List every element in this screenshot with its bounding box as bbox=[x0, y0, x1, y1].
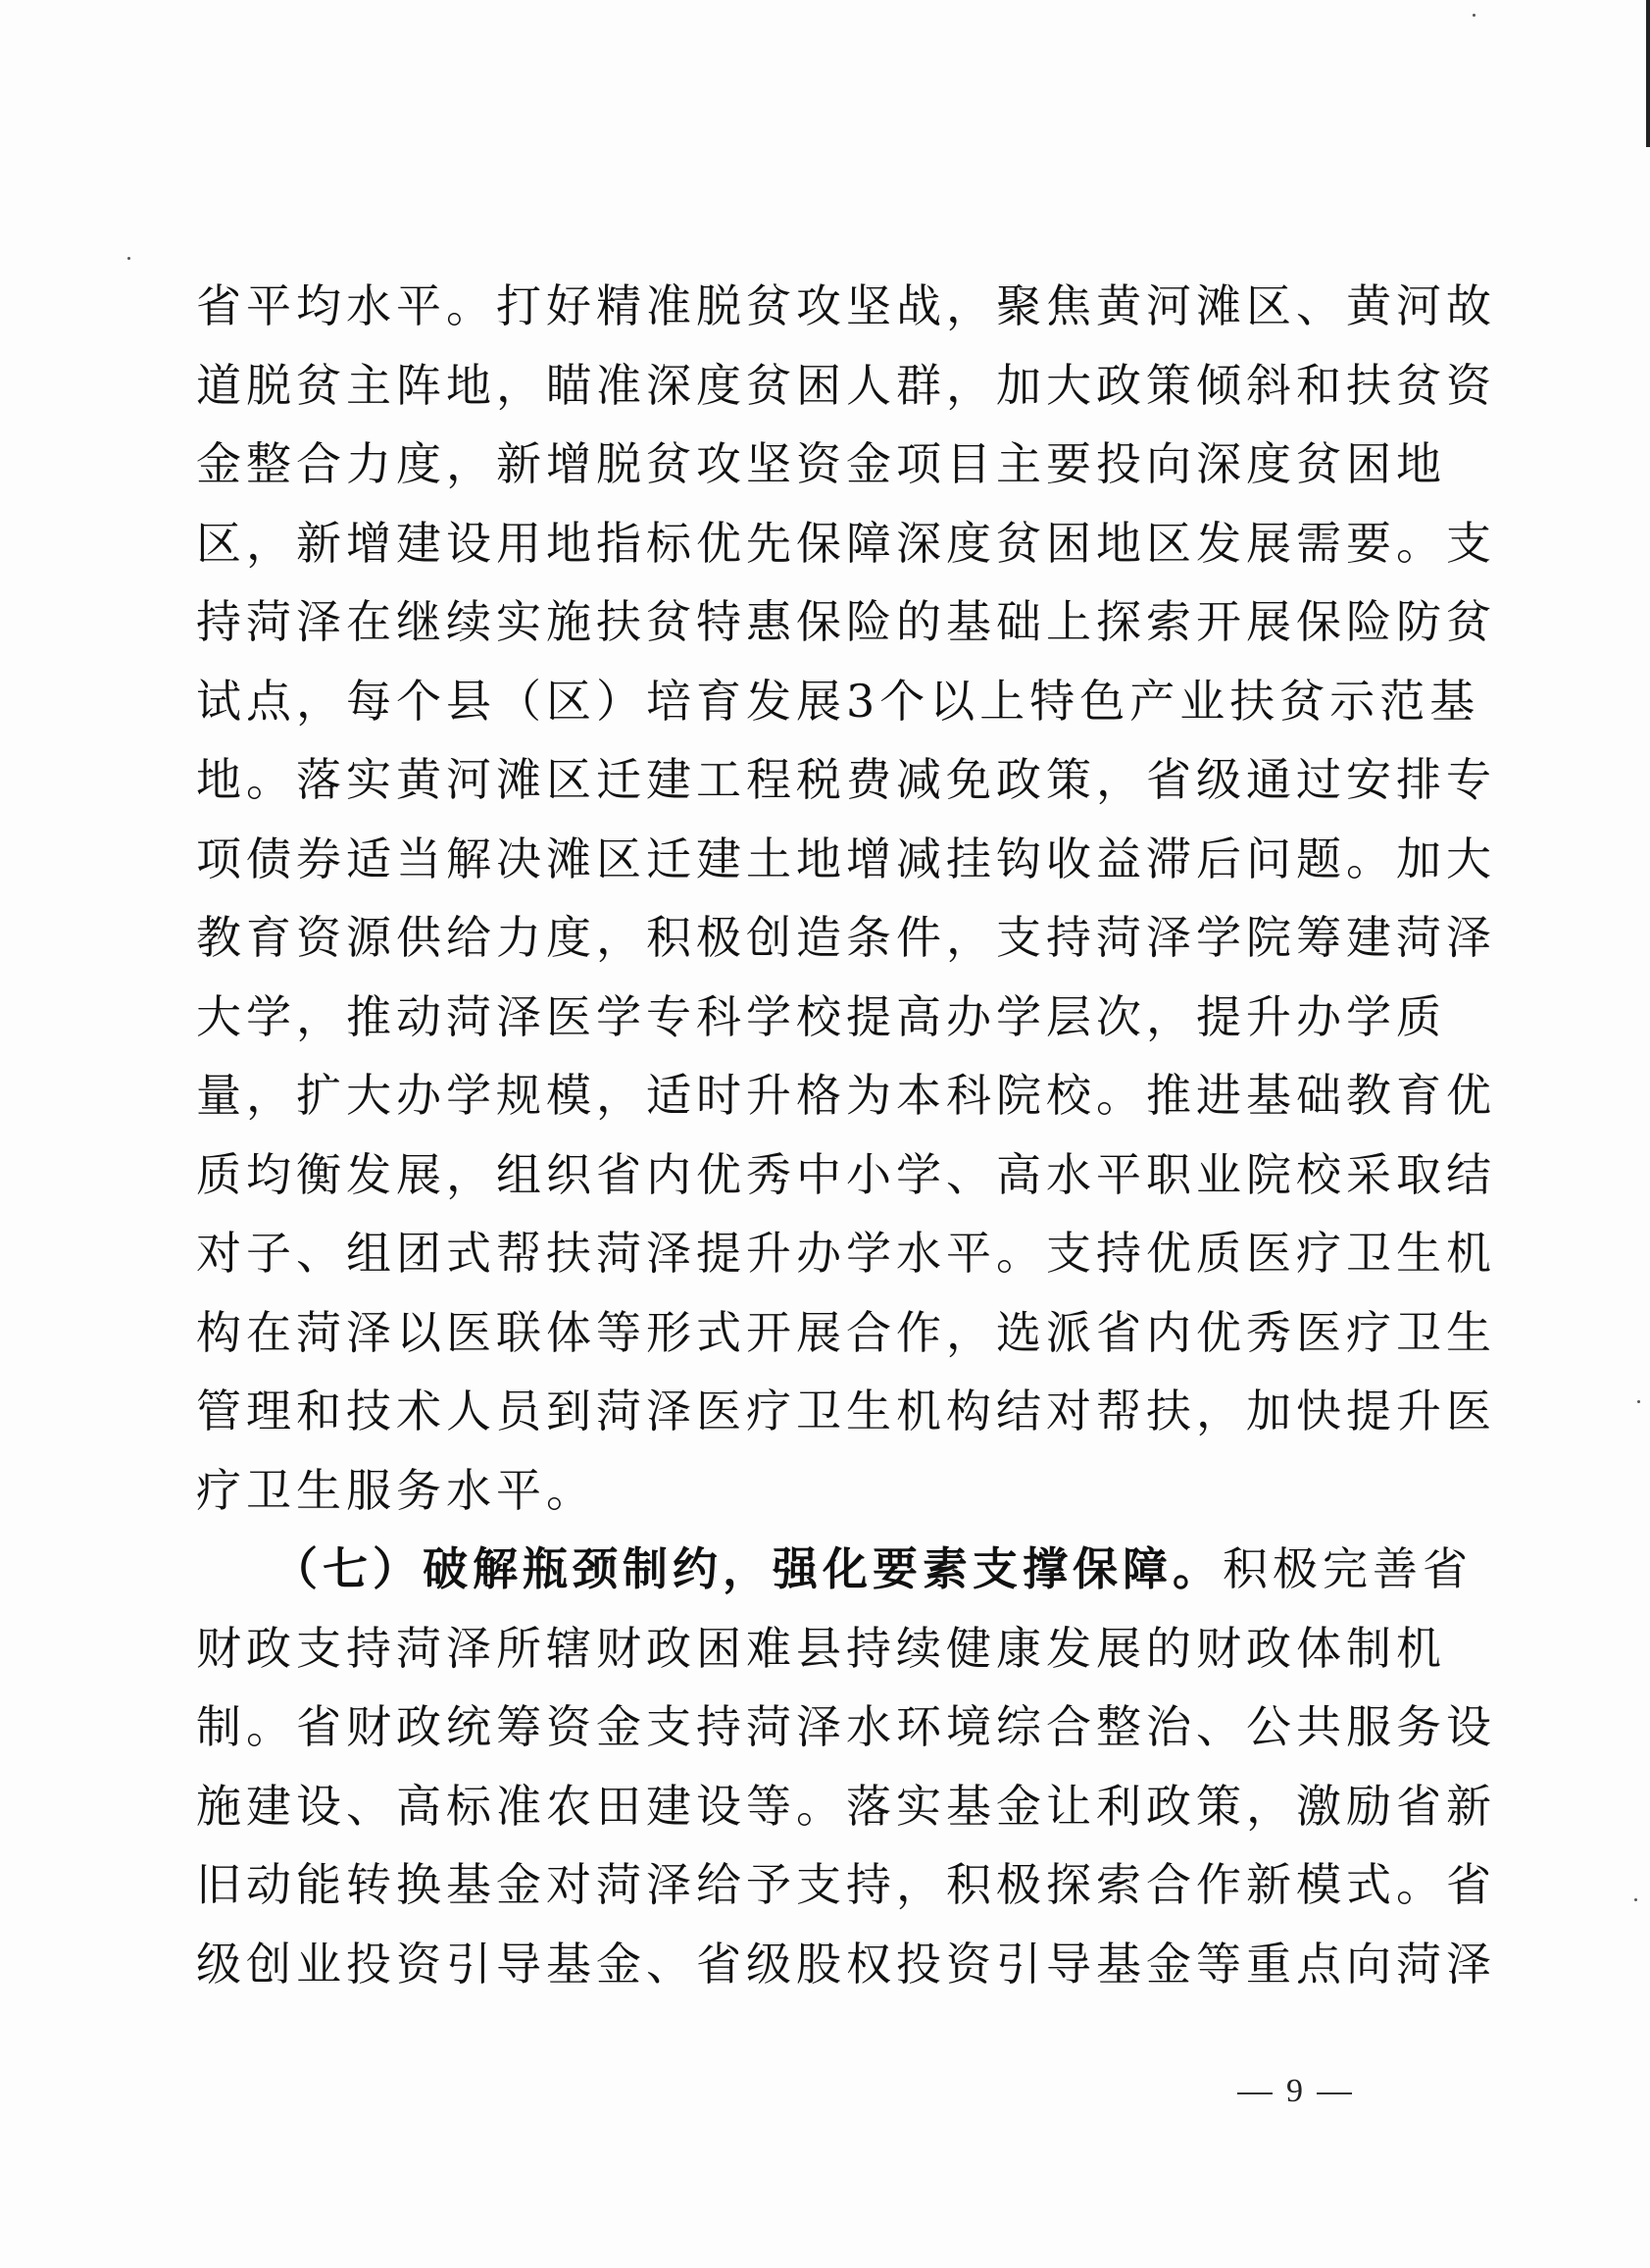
text-line: 道脱贫主阵地，瞄准深度贫困人群，加大政策倾斜和扶贫资 bbox=[196, 358, 1496, 412]
text-line: 施建设、高标准农田建设等。落实基金让利政策，激励省新 bbox=[196, 1779, 1496, 1833]
text-line: 级创业投资引导基金、省级股权投资引导基金等重点向菏泽 bbox=[196, 1937, 1496, 1991]
text-line: 财政支持菏泽所辖财政困难县持续健康发展的财政体制机 bbox=[196, 1621, 1446, 1675]
text-line: 区，新增建设用地指标优先保障深度贫困地区发展需要。支 bbox=[196, 516, 1496, 570]
text-line: 试点，每个县（区）培育发展3个以上特色产业扶贫示范基 bbox=[196, 674, 1480, 728]
section-7-first-line bbox=[196, 1530, 1473, 1609]
text-line: 旧动能转换基金对菏泽给予支持，积极探索合作新模式。省 bbox=[196, 1858, 1496, 1911]
text-line: 大学，推动菏泽医学专科学校提高办学层次，提升办学质 bbox=[196, 989, 1446, 1043]
body-text bbox=[196, 267, 1496, 2003]
page-number-dash-left bbox=[1237, 2092, 1273, 2094]
scan-speck bbox=[1634, 1898, 1637, 1901]
text-line: 制。省财政统筹资金支持菏泽水环境综合整治、公共服务设 bbox=[196, 1700, 1496, 1753]
page-number-value: 9 bbox=[1286, 2073, 1303, 2109]
scan-speck bbox=[127, 257, 130, 260]
text-line: 金整合力度，新增脱贫攻坚资金项目主要投向深度贫困地 bbox=[196, 437, 1446, 490]
text-line: 地。落实黄河滩区迁建工程税费减免政策，省级通过安排专 bbox=[196, 753, 1496, 806]
text-line: 质均衡发展，组织省内优秀中小学、高水平职业院校采取结 bbox=[196, 1147, 1496, 1201]
text-line: 持菏泽在继续实施扶贫特惠保险的基础上探索开展保险防贫 bbox=[196, 595, 1496, 648]
section-7-heading: （七）破解瓶颈制约，强化要素支撑保障。 bbox=[273, 1542, 1223, 1595]
text-line: 教育资源供给力度，积极创造条件，支持菏泽学院筹建菏泽 bbox=[196, 911, 1496, 964]
page-number bbox=[1224, 2073, 1366, 2110]
page-number-dash-right bbox=[1317, 2092, 1352, 2094]
scan-speck bbox=[1473, 14, 1475, 17]
section-7-first-line-text: 积极完善省 bbox=[1223, 1542, 1473, 1595]
text-line: 省平均水平。打好精准脱贫攻坚战，聚焦黄河滩区、黄河故 bbox=[196, 279, 1496, 332]
text-line: 量，扩大办学规模，适时升格为本科院校。推进基础教育优 bbox=[196, 1069, 1496, 1122]
text-line: 项债券适当解决滩区迁建土地增减挂钩收益滞后问题。加大 bbox=[196, 832, 1496, 885]
scan-speck bbox=[1637, 1400, 1640, 1403]
text-line: 管理和技术人员到菏泽医疗卫生机构结对帮扶，加快提升医 bbox=[196, 1385, 1496, 1437]
text-line: 对子、组团式帮扶菏泽提升办学水平。支持优质医疗卫生机 bbox=[196, 1227, 1496, 1280]
scan-edge-mark bbox=[1646, 0, 1650, 147]
text-line: 构在菏泽以医联体等形式开展合作，选派省内优秀医疗卫生 bbox=[196, 1305, 1496, 1359]
text-line: 疗卫生服务水平。 bbox=[196, 1463, 596, 1517]
